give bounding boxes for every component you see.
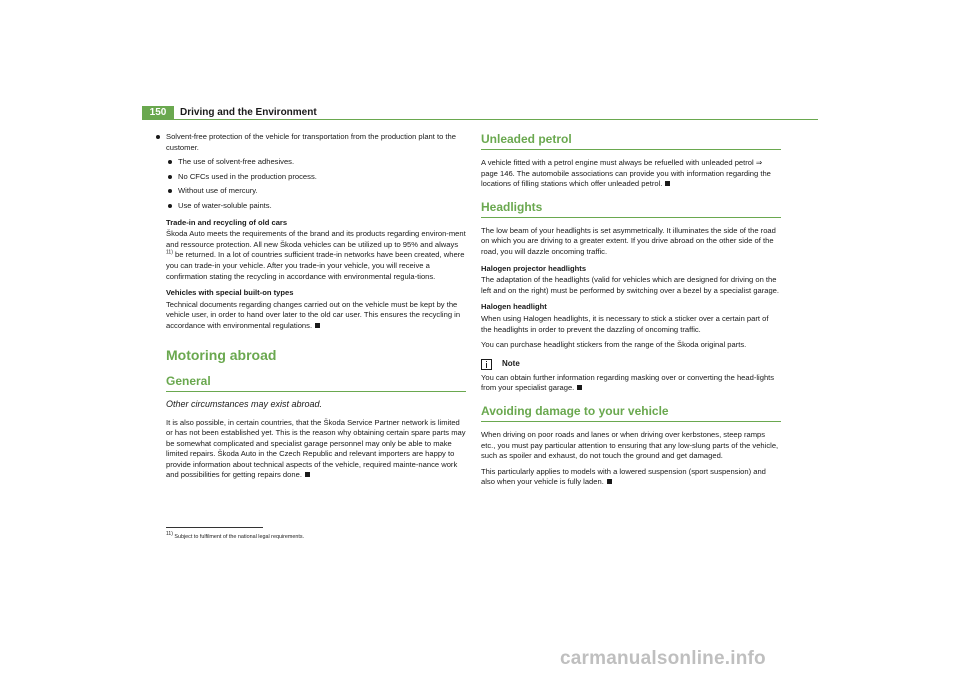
avoiding-damage-paragraph: When driving on poor roads and lanes or when driving over kerbstones, steep ramps etc., you must pay particular attention to ensuring that any low-slung parts of the vehicle, such as spoiler and exhaust, do not touch the ground and get damaged. [481, 429, 779, 461]
footnote-mark: 11) [166, 531, 173, 538]
tradein-paragraph [166, 229, 466, 282]
page-reference-link[interactable]: ⇒ page 146. [481, 158, 763, 178]
footnote-divider [166, 527, 263, 528]
lowered-suspension-paragraph [481, 467, 781, 488]
note-title: Note [502, 358, 520, 368]
headlights-paragraph: The low beam of your headlights is set asymmetrically. It illuminates the side of the road on which you are driving to a greater extent. If you drive abroad on the other side of the road, you will dazzle oncoming traffic. [481, 225, 776, 256]
bullet-item: No CFCs used in the production process. [166, 172, 466, 183]
page-number: 150 [142, 106, 174, 120]
left-column [166, 132, 466, 486]
halogen-heading: Halogen headlight [481, 302, 547, 312]
general-heading: General [166, 374, 466, 392]
note-header [481, 359, 781, 370]
right-column [481, 132, 781, 493]
info-icon [481, 359, 492, 370]
unleaded-text-a: A vehicle fitted with a petrol engine must always be refuelled with unleaded petrol [481, 158, 754, 167]
bullet-item: Use of water-soluble paints. [166, 201, 466, 212]
avoiding-damage-heading: Avoiding damage to your vehicle [481, 404, 781, 422]
header-divider [142, 119, 818, 120]
bullet-item: Without use of mercury. [166, 186, 466, 197]
special-paragraph [166, 300, 466, 332]
bullet-item: Solvent-free protection of the vehicle for transportation from the production plant to the customer. [154, 132, 466, 153]
unleaded-text-b: The automobile associations can provide you with information regarding the locations of filling stations which offer unleaded petrol. [481, 168, 771, 189]
lowered-text: This particularly applies to models with a lowered suspension (sport suspension) and also when your vehicle is fully laden. [481, 466, 766, 487]
general-text: It is also possible, in certain countries, that the Škoda Service Partner network is limited or has not been established yet. This is the reason why obtaining certain spare parts may be somewhat complicated and specialist garage personnel may only be able to make limited repairs. Škoda Auto in the Czech Republic and relevant importers are happy to provide information about technical aspects of the vehicle, required mainte-nance work and possibilities for getting repairs done. [166, 417, 466, 480]
headlights-heading: Headlights [481, 200, 781, 218]
general-lead: Other circumstances may exist abroad. [166, 398, 323, 409]
unleaded-paragraph [481, 158, 781, 190]
tradein-text-b: be returned. In a lot of countries sufficient trade-in networks have been created, where you can trade-in your vehicle. After you trade-in your vehicle, you will receive a confirmation stating the recycling in accordance with environmental regula-tions. [166, 250, 465, 281]
section-end-icon [577, 385, 582, 390]
tradein-heading: Trade-in and recycling of old cars [166, 217, 288, 227]
section-end-icon [607, 479, 612, 484]
section-end-icon [315, 323, 320, 328]
general-paragraph [166, 418, 466, 482]
section-end-icon [665, 181, 670, 186]
note-paragraph [481, 373, 781, 394]
stickers-paragraph: You can purchase headlight stickers from the range of the Škoda original parts. [481, 340, 747, 350]
footnote-reference: 11) [166, 249, 173, 256]
section-end-icon [305, 472, 310, 477]
bullet-item: The use of solvent-free adhesives. [166, 157, 466, 168]
page-header-title: Driving and the Environment [180, 107, 317, 118]
halogen-projector-paragraph: The adaptation of the headlights (valid for vehicles which are designed for driving on the left and on the right) must be performed by switching over a bezel by a specialist garage. [481, 275, 780, 295]
halogen-paragraph: When using Halogen headlights, it is necessary to stick a sticker over a certain part of the headlights in order to prevent the dazzling of oncoming traffic. [481, 313, 769, 334]
tradein-text-a: Škoda Auto meets the requirements of the brand and its products regarding environ-ment and ressource protection. All new Škoda vehicles can be utilized up to 95% and always [166, 229, 466, 249]
footnote [166, 531, 305, 541]
special-heading: Vehicles with special built-on types [166, 288, 294, 298]
note-text: You can obtain further information regarding masking over or converting the head-lights from your specialist garage. [481, 372, 775, 393]
watermark: carmanualsonline.info [560, 648, 766, 669]
unleaded-heading: Unleaded petrol [481, 132, 781, 150]
special-text: Technical documents regarding changes carried out on the vehicle must be kept by the vehicle user, in order to hand over later to the old car user. This ensures the recycling in accordance with environmental regulations. [166, 299, 461, 330]
motoring-heading: Motoring abroad [166, 346, 277, 363]
halogen-projector-heading: Halogen projector headlights [481, 263, 587, 273]
footnote-text: Subject to fulfilment of the national legal requirements. [174, 534, 305, 540]
